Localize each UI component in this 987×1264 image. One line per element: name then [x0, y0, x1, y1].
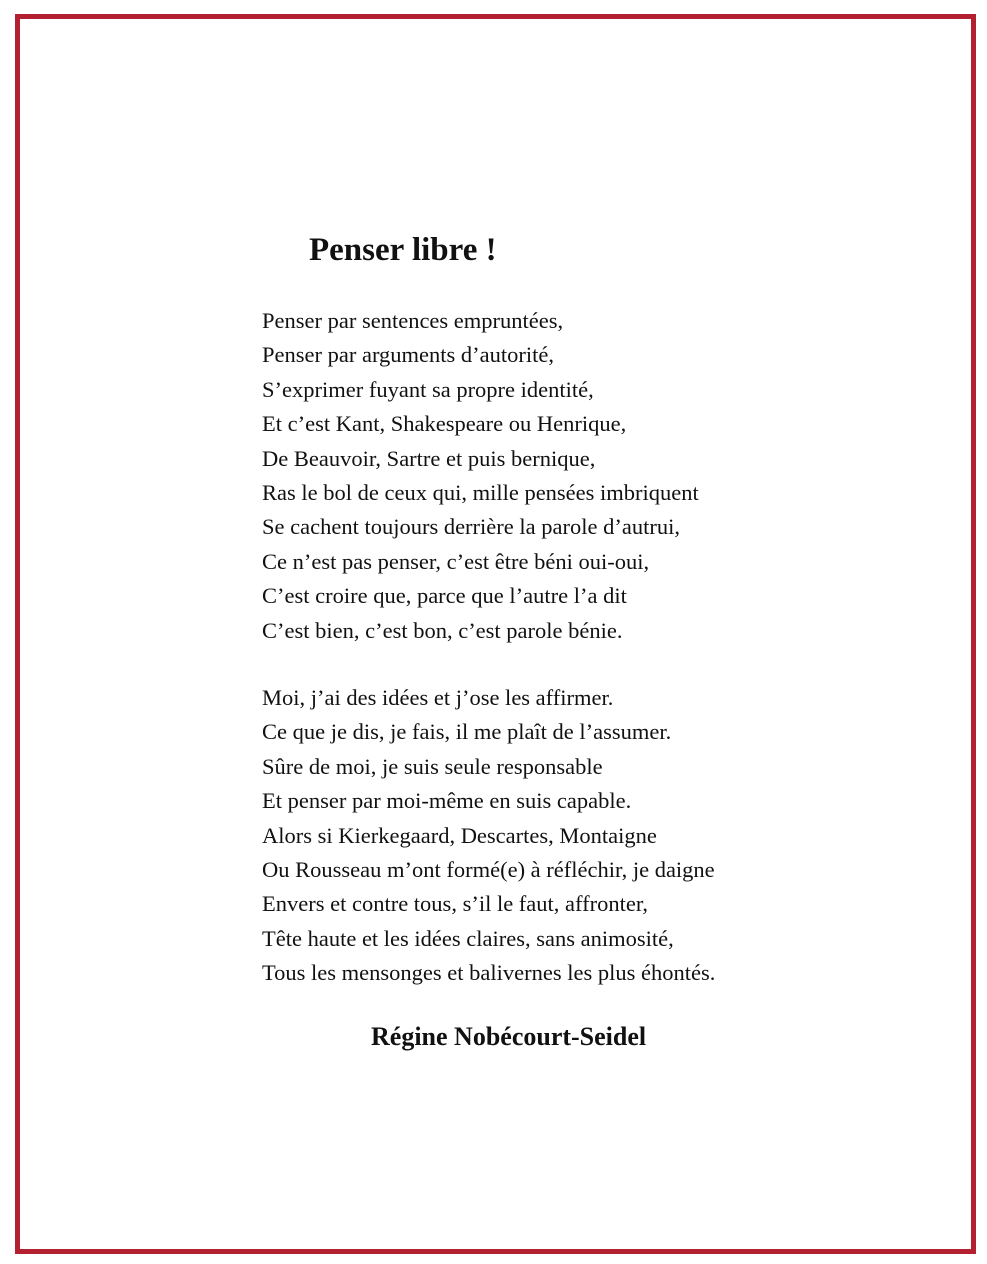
poem-line: Sûre de moi, je suis seule responsable — [262, 753, 603, 779]
poem-line: Moi, j’ai des idées et j’ose les affirmer. — [262, 685, 614, 710]
poem-line: Penser par arguments d’autorité, — [262, 342, 554, 368]
poem-line: Ou Rousseau m’ont formé(e) à réfléchir, je daigne — [262, 856, 715, 882]
poem-line: S’exprimer fuyant sa propre identité, — [262, 376, 594, 402]
poem-line: Envers et contre tous, s’il le faut, affronter, — [262, 891, 649, 917]
stanza-1 — [262, 304, 699, 648]
poem-line: Tête haute et les idées claires, sans animosité, — [262, 925, 674, 951]
poem-line: Ce que je dis, je fais, il me plaît de l’assumer. — [262, 719, 672, 745]
poem-author: Régine Nobécourt-Seidel — [371, 1022, 647, 1051]
poem-line: Se cachent toujours derrière la parole d’autrui, — [262, 514, 680, 540]
poem-title: Penser libre ! — [309, 232, 497, 268]
poem-line: Tous les mensonges et balivernes les plus éhontés. — [262, 960, 716, 986]
poem-line: Alors si Kierkegaard, Descartes, Montaigne — [262, 822, 657, 848]
poem-line: De Beauvoir, Sartre et puis bernique, — [262, 445, 596, 471]
poem-line: Ce n’est pas penser, c’est être béni oui-oui, — [262, 548, 650, 574]
poem-line: Et penser par moi-même en suis capable. — [262, 788, 632, 814]
poem-line: Et c’est Kant, Shakespeare ou Henrique, — [262, 411, 627, 437]
poem-line: C’est bien, c’est bon, c’est parole bénie. — [262, 617, 623, 643]
poem-line: C’est croire que, parce que l’autre l’a dit — [262, 583, 627, 609]
poem-line: Penser par sentences empruntées, — [262, 308, 564, 333]
poem-line: Ras le bol de ceux qui, mille pensées imbriquent — [262, 479, 699, 505]
stanza-2 — [262, 681, 715, 991]
